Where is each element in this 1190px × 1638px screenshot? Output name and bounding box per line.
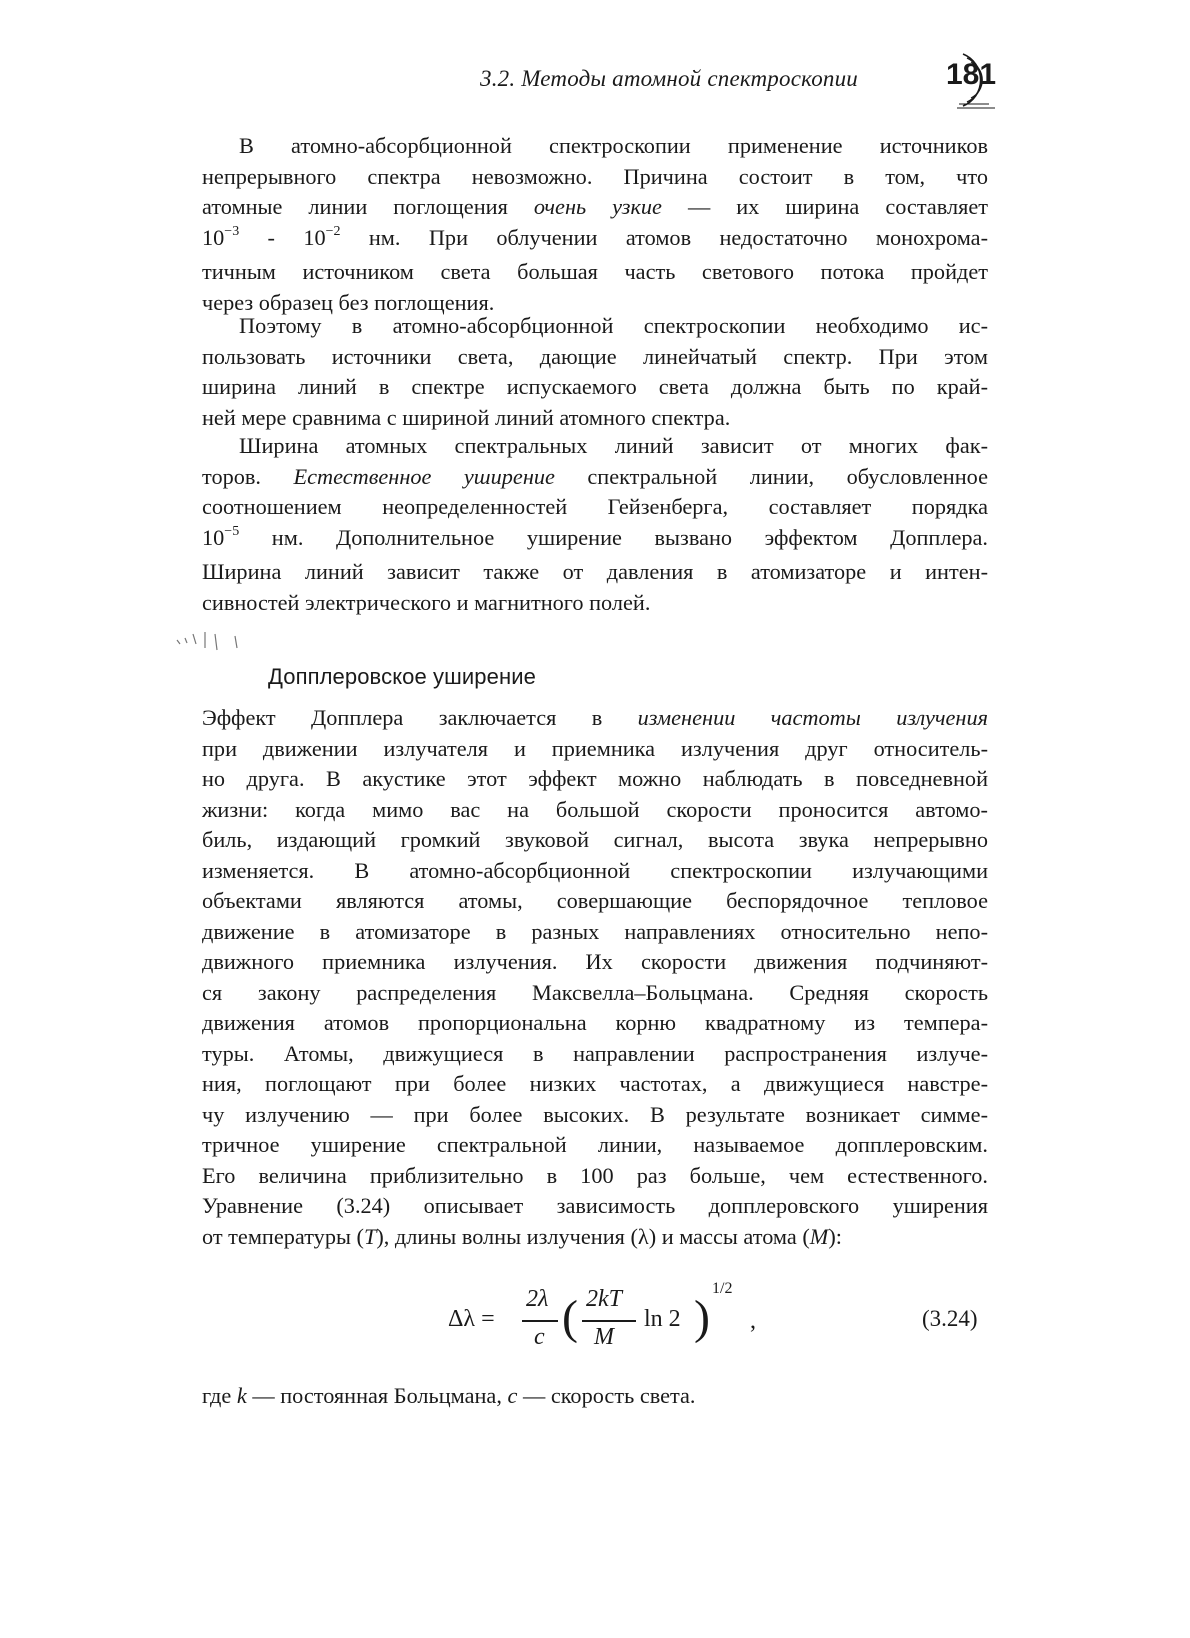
text-line: тричное уширение спектральной линии, называемое допплеровским. — [202, 1132, 988, 1157]
text-line: при движении излучателя и приемника излучения друг относитель- — [202, 735, 988, 761]
text-line: ширина линий в спектре испускаемого света должна быть по край- — [202, 374, 988, 399]
text-line: движного приемника излучения. Их скорости движения подчиняют- — [202, 949, 988, 974]
text-line: $10^{-5}$ нм. Дополнительное уширение вызвано эффектом Допплера. — [202, 523, 988, 550]
text-line: ней мере сравнима с шириной линий атомного спектра. — [202, 404, 731, 430]
text-line: торов. Естественное уширение спектральной линии, обусловленное — [202, 463, 988, 489]
formula-ln2: ln 2 — [644, 1306, 681, 1332]
running-header: 3.2. Методы атомной спектроскопии — [480, 66, 859, 91]
emphasis-text: очень узкие — [533, 194, 662, 219]
fraction-bar — [522, 1320, 558, 1322]
text-line: соотношением неопределенностей Гейзенберга, составляет порядка — [202, 494, 988, 519]
text-line: биль, издающий громкий звуковой сигнал, высота звука непрерывно — [202, 827, 988, 852]
text-line: ния, поглощают при более низких частотах, а движущиеся навстре- — [202, 1071, 988, 1096]
paragraph-1 — [202, 131, 988, 318]
paragraph-3 — [202, 431, 988, 618]
emphasis-text: изменении частоты излучения — [637, 705, 988, 730]
page-number: 181 — [946, 58, 997, 91]
paragraph-2 — [202, 311, 988, 433]
formula-lhs: Δλ = — [448, 1306, 495, 1332]
text-line: чу излучению — при более высоких. В результате возникает симме- — [202, 1101, 988, 1127]
formula-numerator-2: 2kT — [586, 1286, 622, 1312]
text-line: жизни: когда мимо вас на большой скорости проносится автомо- — [202, 796, 988, 822]
text-line: но друга. В акустике этот эффект можно наблюдать в повседневной — [202, 766, 988, 791]
text-line: Эффект Допплера заключается в изменении частоты излучения — [202, 705, 988, 730]
formula-numerator-1: 2λ — [526, 1286, 549, 1312]
text-line: от температуры (T), длины волны излучения (λ) и массы атома (M): — [202, 1223, 842, 1249]
text-line: движения атомов пропорциональна корню квадратному из темпера- — [202, 1010, 988, 1035]
formula-left-paren: ( — [562, 1291, 578, 1344]
page-number-ornament-icon — [955, 50, 1005, 110]
text-line: Ширина линий зависит также от давления в атомизаторе и интен- — [202, 559, 988, 584]
text-line: В атомно-абсорбционной спектроскопии применение источников — [239, 133, 988, 158]
formula-comma: , — [750, 1308, 756, 1334]
emphasis-text: Естественное уширение — [293, 463, 555, 489]
text-line: объектами являются атомы, совершающие беспорядочное тепловое — [202, 888, 988, 913]
formula-denominator-2: M — [594, 1324, 614, 1350]
text-line: $10^{-3} - 10^{-2}$ нм. При облучении атомов недостаточно монохрома- — [202, 223, 989, 250]
text-line: пользовать источники света, дающие линейчатый спектр. При этом — [202, 343, 988, 369]
text-line: изменяется. В атомно-абсорбционной спектроскопии излучающими — [202, 857, 988, 883]
text-line: непрерывного спектра невозможно. Причина состоит в том, что — [202, 163, 988, 189]
fraction-bar — [582, 1320, 636, 1322]
formula-exponent: 1/2 — [712, 1280, 733, 1297]
text-line: ся закону распределения Максвелла–Больцмана. Средняя скорость — [202, 979, 988, 1005]
text-line: сивностей электрического и магнитного полей. — [202, 589, 651, 615]
text-line: движение в атомизаторе в разных направлениях относительно непо- — [202, 918, 988, 944]
pencil-marks — [175, 630, 285, 666]
text-line: туры. Атомы, движущиеся в направлении распространения излуче- — [202, 1040, 988, 1066]
formula-right-paren: ) — [694, 1291, 710, 1344]
text-line: через образец без поглощения. — [202, 289, 495, 315]
paragraph-4 — [202, 703, 988, 1252]
text-line: тичным источником света большая часть светового потока пройдет — [202, 259, 988, 284]
text-line: Ширина атомных спектральных линий зависит от многих фак- — [239, 433, 988, 458]
text-line: где k — постоянная Больцмана, c — скорость света. — [202, 1383, 696, 1408]
text-line: Поэтому в атомно-абсорбционной спектроскопии необходимо ис- — [239, 313, 988, 338]
text-line: атомные линии поглощения очень узкие — их ширина составляет — [202, 194, 988, 219]
section-heading: Допплеровское уширение — [268, 664, 536, 689]
text-line: Уравнение (3.24) описывает зависимость допплеровского уширения — [202, 1193, 988, 1218]
formula-denominator-1: c — [534, 1324, 545, 1350]
equation-number: (3.24) — [922, 1306, 978, 1331]
text-line: Его величина приблизительно в 100 раз больше, чем естественного. — [202, 1162, 988, 1188]
